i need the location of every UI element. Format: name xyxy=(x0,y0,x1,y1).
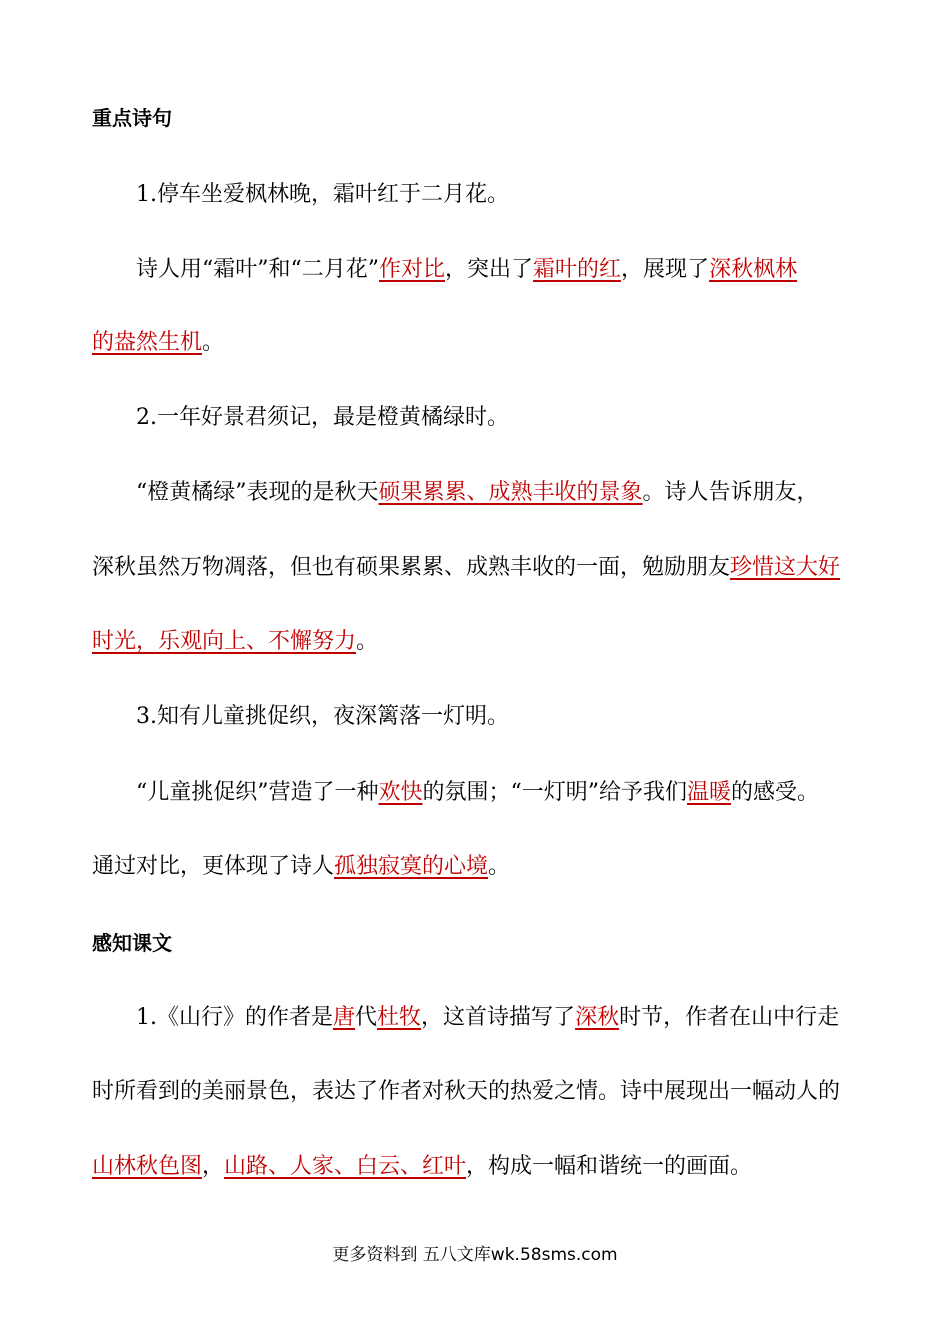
text-span: ，这首诗描写了 xyxy=(421,1005,576,1030)
answer-span: 山路、人家、白云、红叶 xyxy=(224,1154,467,1179)
answer-span: 孤独寂寞的心境 xyxy=(334,854,489,879)
answer-span: 硕果累累、成熟丰收的景象 xyxy=(378,480,643,505)
answer-span: 霜叶的红 xyxy=(533,257,622,282)
text-span: “橙黄橘绿”表现的是秋天 xyxy=(136,480,379,505)
answer-span: 杜牧 xyxy=(377,1005,422,1030)
answer-span: 深秋 xyxy=(575,1005,620,1030)
section-heading-text-perception: 感知课文 xyxy=(92,931,172,955)
text-summary-line-3 xyxy=(92,1152,862,1182)
analysis-1-line-1 xyxy=(136,255,906,285)
text-span: 。 xyxy=(356,629,379,654)
text-span: ，突出了 xyxy=(445,257,534,282)
poem-line-1: 1.停车坐爱枫林晚，霜叶红于二月花。 xyxy=(136,182,509,207)
footer-note: 更多资料到 五八文库wk.58sms.com xyxy=(332,1245,618,1265)
answer-span: 山林秋色图 xyxy=(92,1154,203,1179)
text-span: “儿童挑促织”营造了一种 xyxy=(136,780,379,805)
text-span: 。 xyxy=(488,854,511,879)
text-span: 。 xyxy=(202,330,225,355)
analysis-3-line-2 xyxy=(92,852,862,882)
section-heading-key-lines: 重点诗句 xyxy=(92,106,172,130)
analysis-1-line-2 xyxy=(92,328,862,358)
text-summary-line-1 xyxy=(136,1003,906,1033)
text-summary-line-2: 时所看到的美丽景色，表达了作者对秋天的热爱之情。诗中展现出一幅动人的 xyxy=(92,1079,841,1104)
text-span: ，构成一幅和谐统一的画面。 xyxy=(466,1154,753,1179)
text-span: 的氛围；“一灯明”给予我们 xyxy=(422,780,688,805)
poem-line-3: 3.知有儿童挑促织，夜深篱落一灯明。 xyxy=(136,704,509,729)
text-span: 诗人用“霜叶”和“二月花” xyxy=(136,257,379,282)
text-span: ，展现了 xyxy=(621,257,710,282)
answer-span: 作对比 xyxy=(379,257,446,282)
text-span: 通过对比，更体现了诗人 xyxy=(92,854,335,879)
answer-span: 的盎然生机 xyxy=(92,330,203,355)
poem-line-2: 2.一年好景君须记，最是橙黄橘绿时。 xyxy=(136,405,509,430)
text-span: ， xyxy=(202,1154,225,1179)
text-span: 代 xyxy=(355,1005,378,1030)
analysis-2-line-2 xyxy=(92,553,862,583)
analysis-2-line-1 xyxy=(136,478,906,508)
answer-span: 唐 xyxy=(333,1005,356,1030)
analysis-2-line-3 xyxy=(92,627,862,657)
answer-span: 时光，乐观向上、不懈努力 xyxy=(92,629,357,654)
text-span: 1.《山行》的作者是 xyxy=(136,1005,333,1030)
answer-span: 深秋枫林 xyxy=(709,257,798,282)
answer-span: 欢快 xyxy=(378,780,423,805)
text-span: 的感受。 xyxy=(731,780,820,805)
text-span: 。诗人告诉朋友， xyxy=(642,480,819,505)
analysis-3-line-1 xyxy=(136,778,906,808)
text-span: 深秋虽然万物凋落，但也有硕果累累、成熟丰收的一面，勉励朋友 xyxy=(92,555,731,580)
text-span: 时节，作者在山中行走 xyxy=(619,1005,840,1030)
answer-span: 温暖 xyxy=(687,780,732,805)
answer-span: 珍惜这大好 xyxy=(730,555,841,580)
